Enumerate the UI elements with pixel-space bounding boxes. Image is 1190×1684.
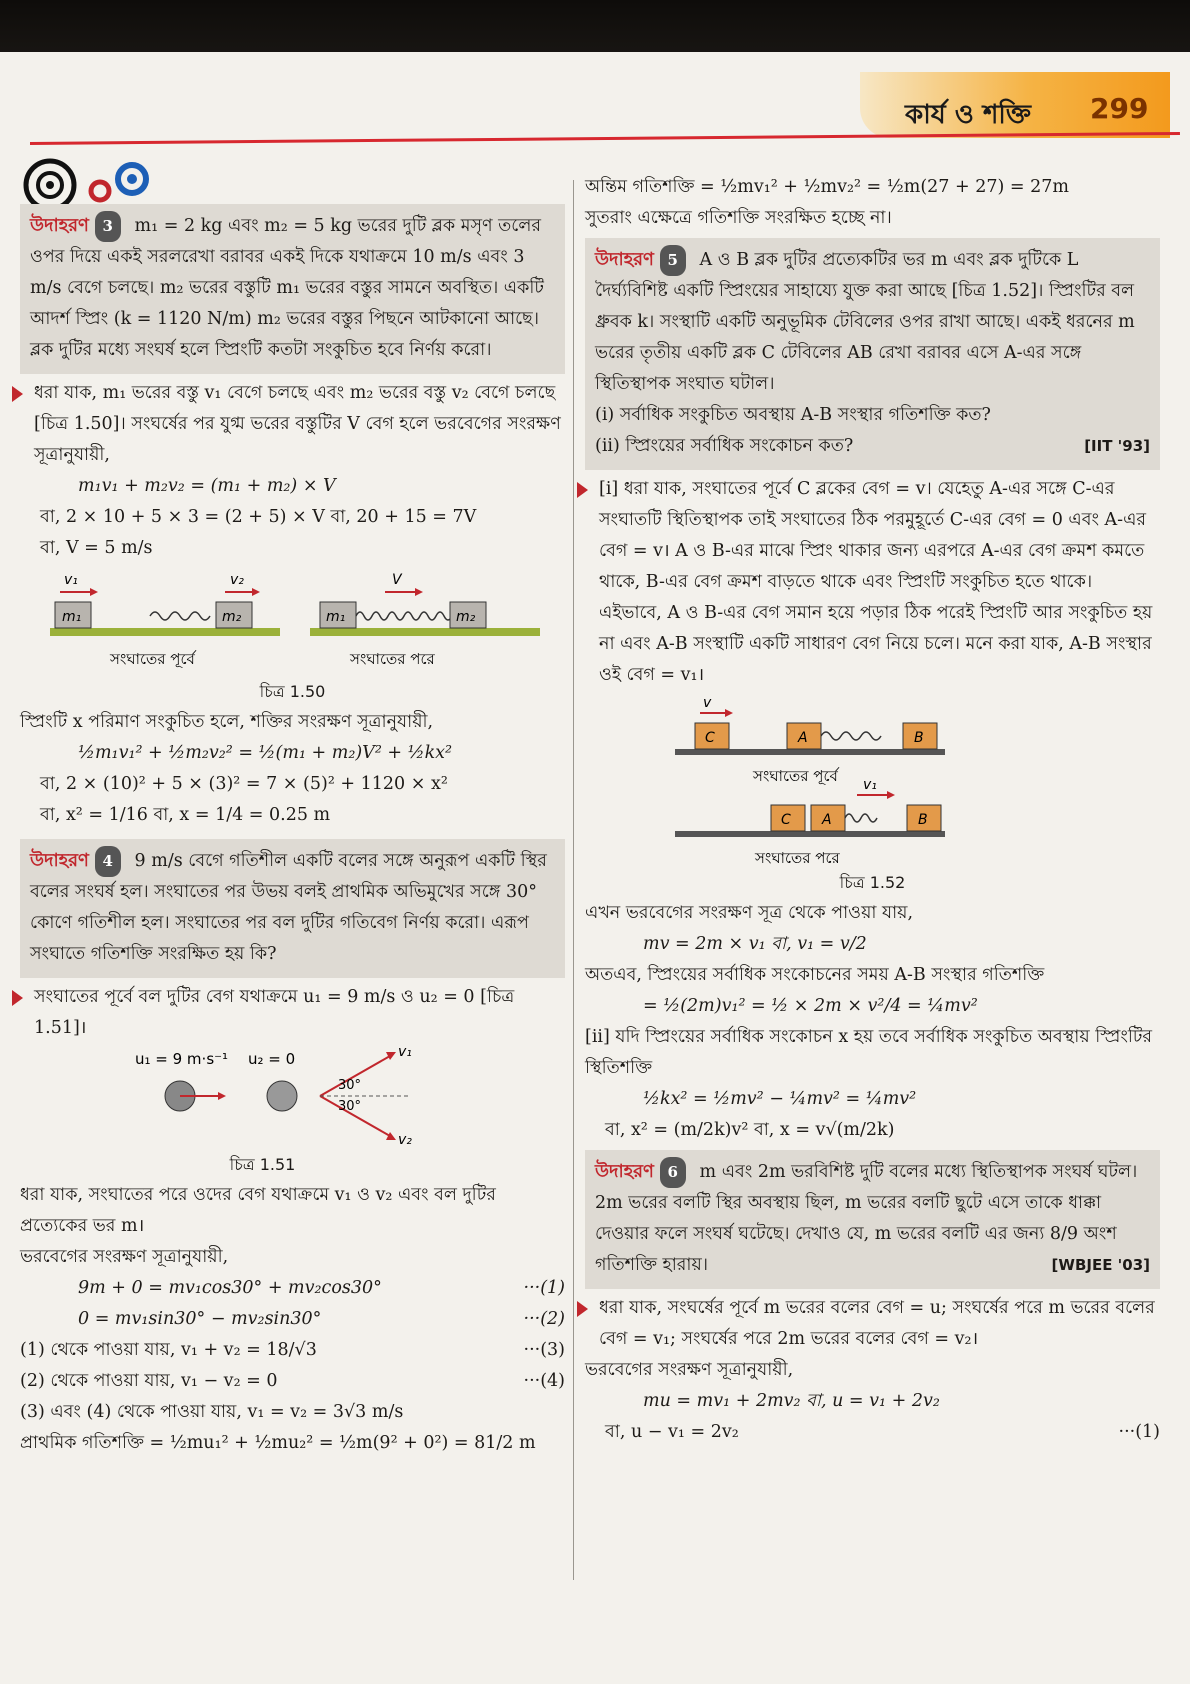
before-label: সংঘাতের পূর্বে	[753, 767, 838, 785]
column-divider	[573, 180, 574, 1580]
V-label: V	[392, 572, 402, 588]
solution-arrow-icon	[12, 386, 23, 402]
block-m2-label: m₂	[222, 609, 242, 625]
figure-caption: চিত্র 1.50	[259, 682, 326, 701]
u1-label: u₁ = 9 m·s⁻¹	[135, 1050, 229, 1068]
solution-arrow-icon	[577, 482, 588, 498]
example-label: উদাহরণ	[30, 215, 89, 236]
example-3-problem: m₁ = 2 kg এবং m₂ = 5 kg ভরের দুটি ব্লক মসৃণ তলের ওপর দিয়ে একই সরলরেখা বরাবর একই দিকে যথাক্রমে 10 m/s এবং 3 m/s বেগে চলছে। m₂ ভরের বস্তুটি m₁ ভরের বস্তুর সামনে অবস্থিত। একটি আদর্শ স্প্রিং (k = 1120 N/m) m₂ ভরের বস্তুর পিছনে আটকানো আছে। ব্লক দুটির মধ্যে সংঘর্ষ হলে স্প্রিংটি কতটা সংকুচিত হবে নির্ণয় করো।	[30, 216, 544, 360]
block-m1-label: m₁	[62, 609, 82, 625]
solution-text: স্প্রিংটি x পরিমাণ সংকুচিত হলে, শক্তির সংরক্ষণ সূত্রানুযায়ী,	[20, 712, 434, 732]
solution-text: সুতরাং এক্ষেত্রে গতিশক্তি সংরক্ষিত হচ্ছে না।	[585, 208, 892, 228]
v1-label: v₁	[863, 777, 877, 793]
after-label: সংঘাতের পরে	[755, 849, 840, 867]
example-number: 5	[660, 245, 686, 276]
v1-label: v₁	[398, 1044, 412, 1060]
example-4-solution	[20, 982, 565, 1044]
v2-label: v₂	[230, 572, 244, 588]
figure-1-52-drawing	[585, 691, 1160, 867]
figure-1-52	[585, 691, 1160, 867]
example-number: 4	[95, 846, 121, 877]
block-A-label: A	[798, 730, 808, 746]
v1-label: v₁	[64, 572, 78, 588]
solution-text: ধরা যাক, সংঘাতের পরে ওদের বেগ যথাক্রমে v₁ ও v₂ এবং বল দুটির প্রত্যেকের ভর m।	[20, 1185, 496, 1236]
question-ii: (ii) স্প্রিংয়ের সর্বাধিক সংকোচন কত? [IIT '93]	[595, 431, 1150, 462]
solution-text: ভরবেগের সংরক্ষণ সূত্রানুযায়ী,	[20, 1247, 229, 1267]
figure-1-51-drawing	[20, 1044, 565, 1149]
equation: বা, x² = (m/2k)v² বা, x = v√(m/2k)	[605, 1120, 895, 1140]
equation: বা, x² = 1/16 বা, x = 1/4 = 0.25 m	[40, 805, 331, 825]
u2-label: u₂ = 0	[248, 1050, 296, 1068]
solution-arrow-icon	[12, 990, 23, 1006]
solution-text: অতএব, স্প্রিংয়ের সর্বাধিক সংকোচনের সময় A-B সংস্থার গতিশক্তি	[585, 965, 1045, 985]
solution-arrow-icon	[577, 1301, 588, 1317]
example-6-problem: m এবং 2m ভরবিশিষ্ট দুটি বলের মধ্যে স্থিতিস্থাপক সংঘর্ষ ঘটল। 2m ভরের বলটি স্থির অবস্থায় ছিল, m ভরের বলটি ছুটে এসে তাকে ধাক্কা দেওয়ার ফলে সংঘর্ষ ঘটেছে। দেখাও যে, m ভরের বলটি এর জন্য 8/9 অংশ গতিশক্তি হারায়।	[595, 1162, 1138, 1275]
example-6-box	[585, 1150, 1160, 1289]
figure-caption: চিত্র 1.52	[839, 873, 906, 892]
equation: mv = 2m × v₁ বা, v₁ = v/2	[643, 934, 867, 954]
exam-reference: [IIT '93]	[1084, 437, 1150, 455]
exam-reference: [WBJEE '03]	[1051, 1256, 1150, 1274]
equation: mu = mv₁ + 2mv₂ বা, u = v₁ + 2v₂	[643, 1391, 940, 1411]
block-A-label: A	[822, 812, 832, 828]
v2-label: v₂	[398, 1132, 412, 1148]
equation: (2) থেকে পাওয়া যায়, v₁ − v₂ = 0 ···(4)	[20, 1371, 565, 1391]
example-number: 3	[95, 211, 121, 242]
equation: ½m₁v₁² + ½m₂v₂² = ½(m₁ + m₂)V² + ½kx²	[78, 743, 453, 763]
equation: m₁v₁ + m₂v₂ = (m₁ + m₂) × V	[78, 476, 336, 496]
block-m1-label: m₁	[326, 609, 346, 625]
after-label: সংঘাতের পরে	[350, 650, 435, 668]
right-column	[585, 172, 1160, 1448]
figure-1-51	[20, 1044, 565, 1149]
example-5-problem: A ও B ব্লক দুটির প্রত্যেকটির ভর m এবং ব্লক দুটিকে L দৈর্ঘ্যবিশিষ্ট একটি স্প্রিংয়ের সাহায্যে যুক্ত করা আছে [চিত্র 1.52]। স্প্রিংটির বল ধ্রুবক k। সংস্থাটি একটি অনুভূমিক টেবিলের ওপর রাখা আছে। একই ধরনের m ভরের তৃতীয় একটি ব্লক C টেবিলের AB রেখা বরাবর এসে A-এর সঙ্গে স্থিতিস্থাপক সংঘাত ঘটাল।	[595, 250, 1135, 394]
solution-text: [i] ধরা যাক, সংঘাতের পূর্বে C ব্লকের বেগ = v। যেহেতু A-এর সঙ্গে C-এর সংঘাতটি স্থিতিস্থাপক তাই সংঘাতের ঠিক পরমুহূর্তে C-এর বেগ = 0 এবং A-এর বেগ = v। A ও B-এর মাঝে স্প্রিং থাকার জন্য এরপরে A-এর বেগ ক্রমশ কমতে থাকে, B-এর বেগ ক্রমশ বাড়তে থাকে এবং স্প্রিংটি সংকুচিত হতে থাকে। এইভাবে, A ও B-এর বেগ সমান হয়ে পড়ার ঠিক পরেই স্প্রিংটি আর সংকুচিত হয় না এবং A-B সংস্থাটি একটি সাধারণ বেগ নিয়ে চলে। মনে করা যাক, A-B সংস্থার ওই বেগ = v₁।	[599, 479, 1153, 685]
equation: বা, u − v₁ = 2v₂ ···(1)	[605, 1422, 1160, 1442]
example-6-solution	[585, 1293, 1160, 1355]
solution-text: সংঘাতের পূর্বে বল দুটির বেগ যথাক্রমে u₁ = 9 m/s ও u₂ = 0 [চিত্র 1.51]।	[34, 987, 515, 1038]
equation: বা, 2 × (10)² + 5 × (3)² = 7 × (5)² + 1120 × x²	[40, 774, 448, 794]
solution-text: ধরা যাক, m₁ ভরের বস্তু v₁ বেগে চলছে এবং m₂ ভরের বস্তু v₂ বেগে চলছে [চিত্র 1.50]। সংঘর্ষের পর যুগ্ম ভরের বস্তুটির V বেগ হলে ভরবেগের সংরক্ষণ সূত্রানুযায়ী,	[34, 383, 561, 465]
example-number: 6	[660, 1157, 686, 1188]
block-C-label: C	[705, 730, 715, 746]
block-C-label: C	[781, 812, 791, 828]
equation: অন্তিম গতিশক্তি = ½mv₁² + ½mv₂² = ½m(27 + 27) = 27m	[585, 177, 1069, 197]
equation: বা, V = 5 m/s	[40, 538, 153, 558]
angle-label: 30°	[338, 1078, 362, 1093]
example-label: উদাহরণ	[30, 850, 89, 871]
example-5-box	[585, 238, 1160, 470]
figure-1-50	[20, 564, 565, 676]
left-column	[20, 200, 565, 1459]
equation: বা, 2 × 10 + 5 × 3 = (2 + 5) × V বা, 20 + 15 = 7V	[40, 507, 477, 527]
equation: 9m + 0 = mv₁cos30° + mv₂cos30° ···(1)	[78, 1278, 565, 1298]
equation: (1) থেকে পাওয়া যায়, v₁ + v₂ = 18/√3 ···(3)	[20, 1340, 565, 1360]
figure-1-50-drawing	[20, 564, 565, 676]
question-i: (i) সর্বাধিক সংকুচিত অবস্থায় A-B সংস্থার গতিশক্তি কত?	[595, 405, 991, 425]
equation: ½kx² = ½mv² − ¼mv² = ¼mv²	[643, 1089, 917, 1109]
block-m2-label: m₂	[456, 609, 476, 625]
solution-text: [ii] যদি স্প্রিংয়ের সর্বাধিক সংকোচন x হয় তবে সর্বাধিক সংকুচিত অবস্থায় স্প্রিংটির স্থিতিশক্তি	[585, 1027, 1153, 1078]
example-5-solution	[585, 474, 1160, 691]
equation: (3) এবং (4) থেকে পাওয়া যায়, v₁ = v₂ = 3√3 m/s	[20, 1402, 404, 1422]
chapter-title: কার্য ও শক্তি	[905, 100, 1032, 130]
solution-text: ভরবেগের সংরক্ষণ সূত্রানুযায়ী,	[585, 1360, 794, 1380]
angle-label: 30°	[338, 1099, 362, 1114]
example-4-box	[20, 839, 565, 978]
example-3-box	[20, 204, 565, 374]
figure-caption: চিত্র 1.51	[229, 1155, 296, 1174]
solution-text: ধরা যাক, সংঘর্ষের পূর্বে m ভরের বলের বেগ = u; সংঘর্ষের পরে m ভরের বলের বেগ = v₁; সংঘর্ষের পরে 2m ভরের বলের বেগ = v₂।	[599, 1298, 1155, 1349]
equation: 0 = mv₁sin30° − mv₂sin30° ···(2)	[78, 1309, 565, 1329]
equation: = ½(2m)v₁² = ½ × 2m × v²/4 = ¼mv²	[643, 996, 978, 1016]
example-label: উদাহরণ	[595, 1161, 654, 1182]
equation: প্রাথমিক গতিশক্তি = ½mu₁² + ½mu₂² = ½m(9² + 0²) = 81/2 m	[20, 1433, 536, 1453]
example-3-solution	[20, 378, 565, 471]
example-4-problem: 9 m/s বেগে গতিশীল একটি বলের সঙ্গে অনুরূপ একটি স্থির বলের সংঘর্ষ হল। সংঘাতের পর উভয় বলই প্রাথমিক অভিমুখের সঙ্গে 30° কোণে গতিশীল হল। সংঘাতের পর বল দুটির গতিবেগ নির্ণয় করো। এরূপ সংঘাতে গতিশক্তি সংরক্ষিত হয় কি?	[30, 851, 547, 964]
block-B-label: B	[918, 812, 928, 828]
v-label: v	[703, 695, 712, 711]
example-label: উদাহরণ	[595, 249, 654, 270]
before-label: সংঘাতের পূর্বে	[110, 650, 195, 668]
block-B-label: B	[914, 730, 924, 746]
page-number: 299	[1090, 92, 1149, 125]
solution-text: এখন ভরবেগের সংরক্ষণ সূত্র থেকে পাওয়া যায়,	[585, 903, 914, 923]
